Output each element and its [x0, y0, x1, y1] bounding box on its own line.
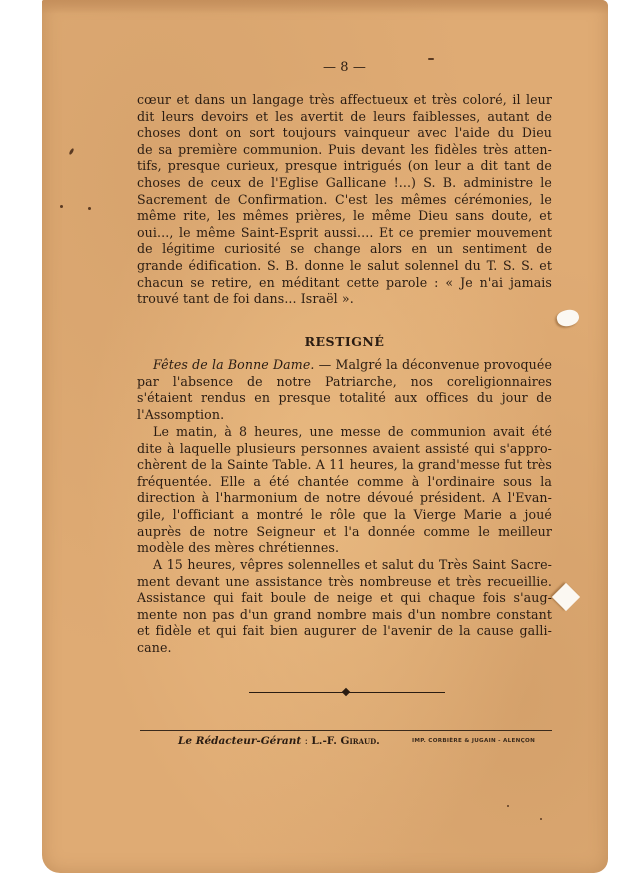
text-line: direction à l'harmonium de notre dévoué président. A l'Evan- — [137, 490, 552, 506]
paper-speck — [540, 818, 542, 820]
credit-separator: : — [301, 735, 312, 747]
text-line: dit leurs devoirs et les avertit de leurs faiblesses, autant de — [137, 108, 552, 124]
text-line: l'Assomption. — [137, 406, 225, 422]
text-line: s'étaient rendus en presque totalité aux offices du jour de — [137, 390, 552, 406]
text-line: fréquentée. Elle a été chantée comme à l'ordinaire sous la — [137, 473, 552, 489]
text-line: choses dont on sort toujours vainqueur avec l'aide du Dieu — [137, 125, 552, 141]
text-line: dite à laquelle plusieurs personnes avaient assisté qui s'appro- — [137, 440, 552, 456]
paragraph-2 — [137, 357, 552, 423]
text-line: chèrent de la Sainte Table. A 11 heures, la grand'messe fut très — [137, 457, 552, 473]
text-line: A 15 heures, vêpres solennelles et salut du Très Saint Sacre- — [153, 557, 552, 572]
text-line: même rite, les mêmes prières, le même Dieu sans doute, et — [137, 208, 552, 224]
text-line — [137, 357, 552, 374]
footer-rule — [140, 730, 552, 731]
text-line: Assistance qui fait boule de neige et qui chaque fois s'aug- — [137, 590, 552, 606]
text-line: de légitime curiosité se change alors en un sentiment de — [137, 241, 552, 257]
paper-speck — [88, 207, 91, 210]
paragraph-1 — [137, 92, 552, 308]
section-heading: RESTIGNÉ — [304, 334, 385, 349]
text-line: grande édification. S. B. donne le salut solennel du T. S. S. et — [137, 257, 552, 273]
text-line: et fidèle et qui fait bien augurer de l'avenir de la cause galli- — [137, 623, 552, 639]
printer-imprint: IMP. CORBIÈRE & JUGAIN - ALENÇON — [412, 738, 536, 744]
text-line: cane. — [137, 639, 172, 655]
italic-lead: Fêtes de la Bonne Dame. — [153, 357, 315, 372]
text-line: ment devant une assistance très nombreuse et très recueillie. — [137, 573, 552, 589]
text-line: chacun se retire, en méditant cette parole : « Je n'ai jamais — [137, 274, 552, 290]
text-line: cœur et dans un langage très affectueux et très coloré, il leur — [137, 92, 552, 107]
diamond-icon — [342, 688, 350, 696]
ornamental-divider — [249, 690, 445, 696]
paragraph-3 — [137, 424, 552, 557]
text-line: mente non pas d'un grand nombre mais d'un nombre constant — [137, 606, 552, 622]
text-line: Sacrement de Confirmation. C'est les mêmes cérémonies, le — [137, 191, 552, 207]
text-line: choses de ceux de l'Eglise Gallicane !...) S. B. administre le — [137, 174, 552, 190]
text-line: Le matin, à 8 heures, une messe de communion avait été — [153, 424, 552, 439]
editor-name: L.-F. Giraud. — [311, 735, 380, 747]
text-line: tifs, presque curieux, presque intrigués (on leur a dit tant de — [137, 158, 552, 174]
paper-speck — [60, 205, 63, 208]
text-line: trouvé tant de foi dans... Israël ». — [137, 291, 354, 307]
text-line: modèle des mères chrétiennes. — [137, 540, 340, 556]
paragraph-4 — [137, 557, 552, 657]
text-line: de sa première communion. Puis devant les fidèles très atten- — [137, 141, 552, 157]
text-line: auprès de notre Seigneur et l'a donnée comme le meilleur — [137, 523, 552, 539]
footer-editor-credit — [178, 735, 380, 747]
paper-speck — [68, 148, 74, 156]
text-line: gile, l'officiant a montré le rôle que la Vierge Marie a joué — [137, 506, 552, 522]
text-line: oui..., le même Saint-Esprit aussi.... Et ce premier mouvement — [137, 224, 552, 240]
page-number: — 8 — — [322, 60, 367, 75]
text-line: par l'absence de notre Patriarche, nos coreligionnaires — [137, 373, 552, 389]
first-line-rest: — Malgré la déconvenue provoquée — [314, 357, 552, 372]
paper-speck — [507, 805, 509, 807]
editor-role: Le Rédacteur-Gérant — [178, 735, 302, 747]
